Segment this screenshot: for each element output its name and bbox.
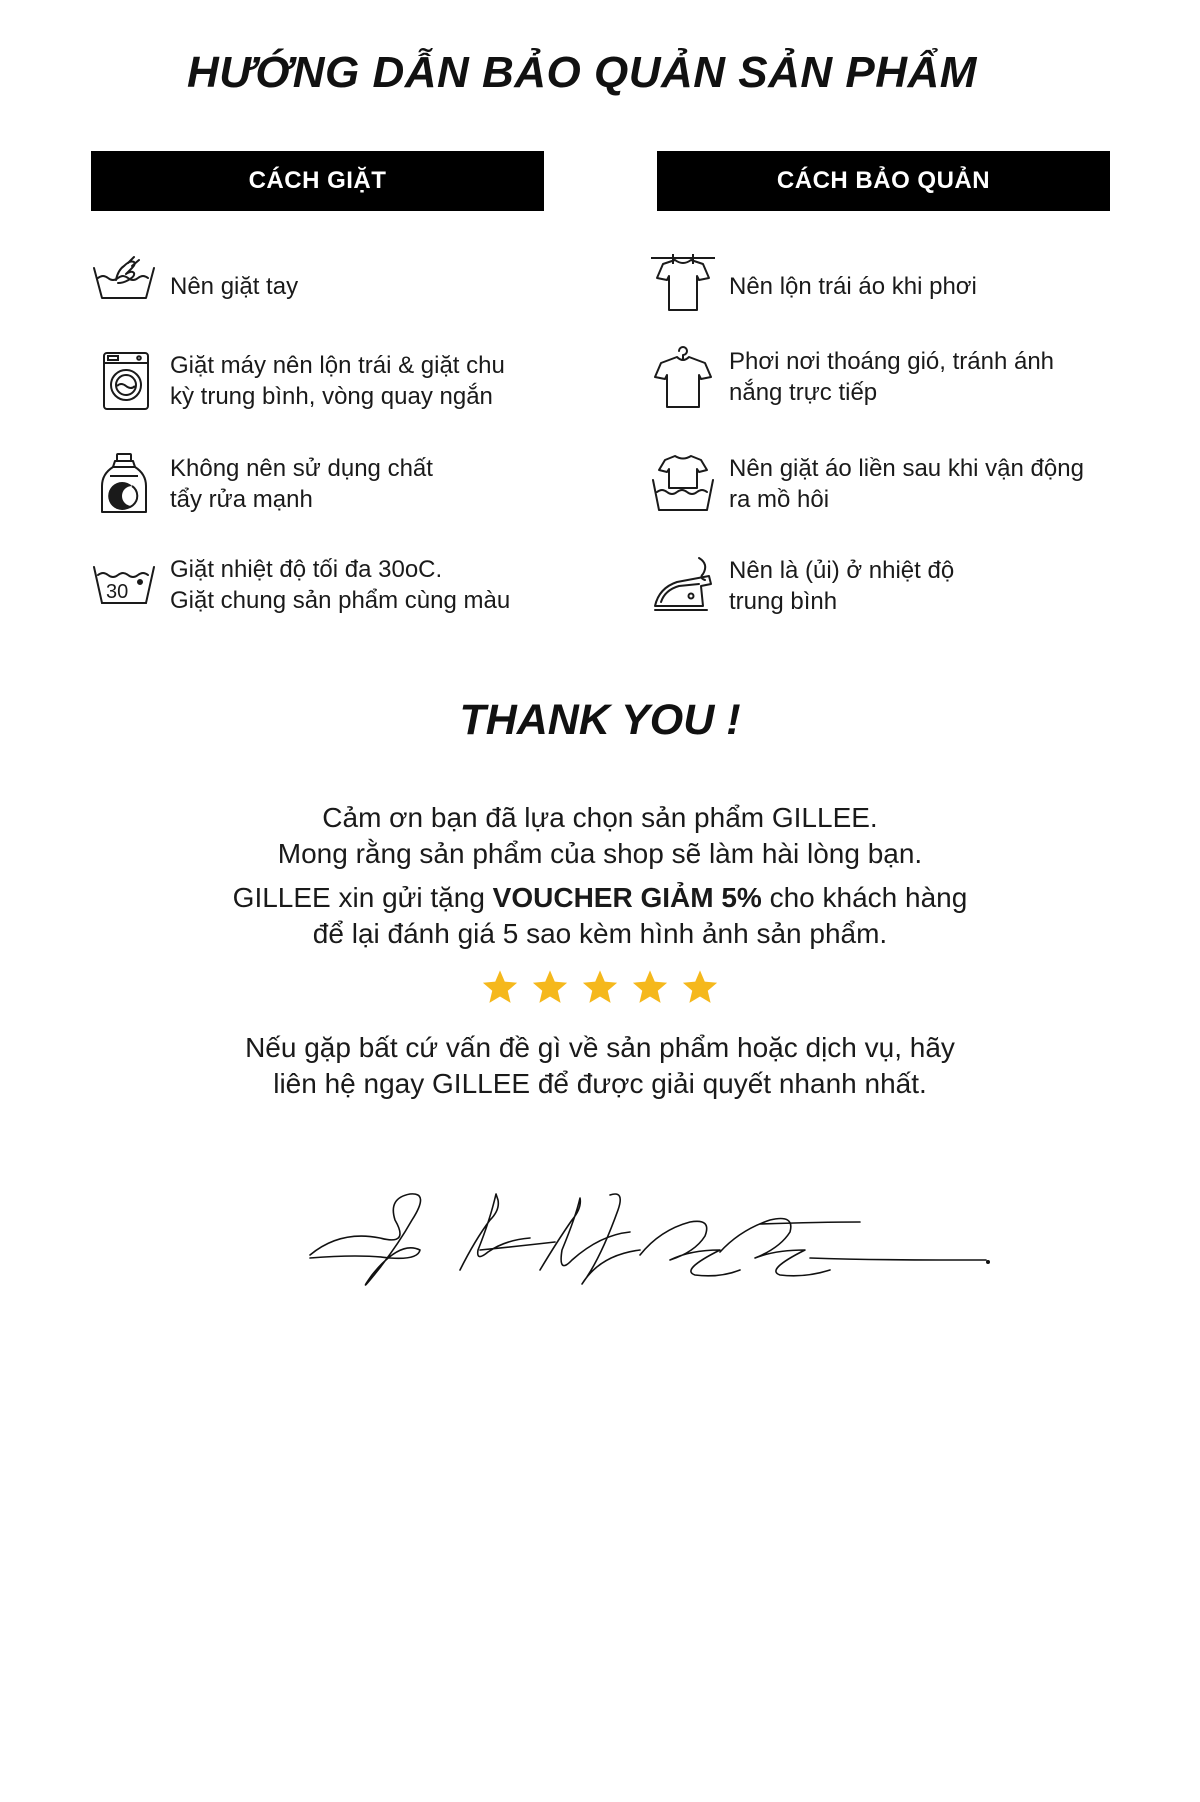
storage-item-text: Nên là (ủi) ở nhiệt độ trung bình: [729, 557, 955, 615]
voucher-line: [0, 880, 1200, 916]
storage-header: [657, 151, 1110, 211]
washing-header-label: CÁCH GIẶT: [248, 167, 387, 194]
contact-line: liên hệ ngay GILLEE để được giải quyết nhanh nhất.: [273, 1068, 927, 1099]
shirt-in-basin-icon: [651, 452, 715, 516]
voucher-line-start: GILLEE xin gửi tặng: [232, 882, 493, 913]
storage-item-text: Nên giặt áo liền sau khi vận động ra mồ hôi: [729, 455, 1084, 513]
voucher-highlight: VOUCHER GIẢM 5%: [492, 882, 762, 913]
storage-header-label: CÁCH BẢO QUẢN: [776, 167, 991, 194]
voucher-line-end: cho khách hàng: [761, 882, 968, 913]
thank-you-line: Mong rằng sản phẩm của shop sẽ làm hài lòng bạn.: [277, 838, 923, 869]
thank-you-title: THANK YOU !: [459, 696, 741, 744]
star-icon: [481, 968, 519, 1006]
washing-item-hand-wash: [92, 254, 298, 318]
washing-item-detergent: [92, 452, 433, 516]
shirt-on-hanger-icon: [651, 345, 715, 409]
wash-30-label: 30: [106, 581, 129, 603]
washing-machine-icon: [92, 349, 156, 413]
contact-message: [0, 1030, 1200, 1102]
star-icon: [681, 968, 719, 1006]
voucher-line: để lại đánh giá 5 sao kèm hình ảnh sản phẩm.: [312, 918, 888, 949]
storage-item-ventilated: [651, 345, 1054, 409]
storage-item-wash-after-sweat: [651, 452, 1084, 516]
storage-item-text: Nên lộn trái áo khi phơi: [729, 272, 977, 300]
thank-you-message: [0, 800, 1200, 872]
hand-wash-icon: [92, 254, 156, 318]
star-icon: [531, 968, 569, 1006]
voucher-message: [0, 880, 1200, 952]
gillee-signature-image: [300, 1180, 990, 1290]
storage-item-text: Phơi nơi thoáng gió, tránh ánh nắng trực tiếp: [729, 348, 1055, 406]
contact-line: Nếu gặp bất cứ vấn đề gì về sản phẩm hoặc dịch vụ, hãy: [245, 1032, 955, 1063]
detergent-bottle-icon: [92, 452, 156, 516]
washing-item-text: Nên giặt tay: [170, 272, 299, 300]
washing-item-machine: [92, 349, 505, 413]
washing-item-text: Giặt nhiệt độ tối đa 30oC. Giặt chung sản phẩm cùng màu: [170, 556, 511, 614]
shirt-on-line-icon: [651, 254, 715, 318]
thank-you-line: Cảm ơn bạn đã lựa chọn sản phẩm GILLEE.: [322, 802, 878, 833]
star-icon: [581, 968, 619, 1006]
iron-icon: [651, 554, 715, 618]
storage-item-inside-out: [651, 254, 977, 318]
washing-item-30c: [92, 553, 510, 617]
washing-header: [91, 151, 544, 211]
five-star-rating: [0, 968, 1200, 1006]
page-title: HƯỚNG DẪN BẢO QUẢN SẢN PHẨM: [187, 48, 977, 97]
wash-30-icon: [92, 553, 156, 617]
washing-item-text: Giặt máy nên lộn trái & giặt chu kỳ trung bình, vòng quay ngắn: [170, 352, 505, 410]
storage-item-iron: [651, 554, 954, 618]
washing-item-text: Không nên sử dụng chất tẩy rửa mạnh: [170, 455, 433, 513]
star-icon: [631, 968, 669, 1006]
